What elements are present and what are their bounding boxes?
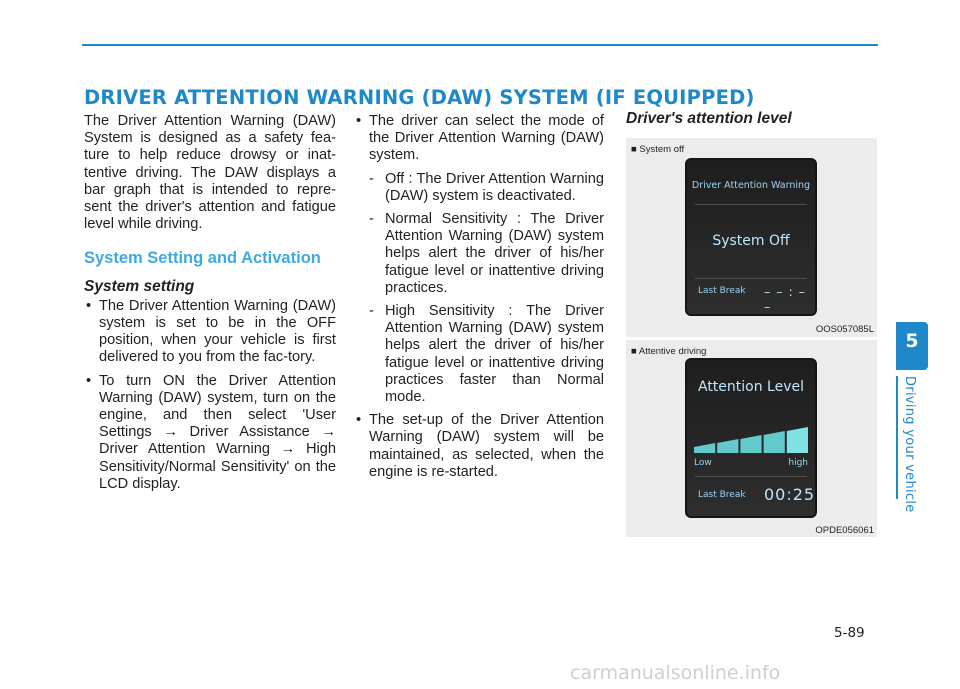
page-number: 5-89	[834, 625, 865, 641]
display-title: Attention Level	[697, 379, 805, 395]
dash-item	[354, 171, 604, 205]
level-segment	[764, 431, 785, 453]
cluster-display	[685, 358, 817, 518]
display-status: System Off	[712, 233, 790, 249]
bullet-icon: •	[86, 297, 92, 314]
chapter-tab	[896, 320, 928, 368]
figure-system-off	[626, 138, 877, 337]
bullet-text: The set-up of the Driver Attention Warning (DAW) system will be maintained, as selected, when the engine is re-started.	[369, 412, 604, 480]
dash-item	[354, 211, 604, 297]
section-heading: DRIVER ATTENTION WARNING (DAW) SYSTEM (IF EQUIPPED)	[84, 86, 755, 109]
bullet-item	[84, 298, 336, 367]
chapter-number: 5	[905, 330, 919, 352]
chapter-label: Driving your vehicle	[902, 376, 917, 513]
display-divider	[695, 476, 807, 477]
last-break-value: 00:25	[764, 485, 816, 504]
column-left	[84, 113, 336, 499]
dash-text: High Sensitivity : The Driver Attention Warning (DAW) system helps alert the driver of his/her fatigue level or inattentive driving practices faster than Normal mode.	[385, 303, 604, 406]
header-rule	[82, 44, 878, 46]
figure-caption: ■ System off	[631, 144, 685, 155]
attention-level-title: Driver's attention level	[626, 110, 792, 127]
bullet-text: The driver can select the mode of the Driver Attention Warning (DAW) system.	[369, 113, 604, 164]
subsection-title: System setting	[84, 277, 195, 295]
last-break-value: – – : – –	[764, 284, 806, 314]
dash-text: Off : The Driver Attention Warning (DAW) system is deactivated.	[385, 170, 604, 204]
figure-caption: ■ Attentive driving	[631, 346, 707, 357]
section-title: System Setting and Activation	[84, 249, 321, 268]
level-low-label: Low	[694, 458, 712, 468]
figure-code: OPDE056061	[815, 525, 874, 536]
bullet-item	[354, 412, 604, 481]
dash-text: Normal Sensitivity : The Driver Attention Warning (DAW) system helps alert the driver of his/her fatigue level or inattentive driving practices.	[385, 211, 604, 296]
dash-icon: -	[369, 211, 374, 228]
bullet-text: To turn ON the Driver Attention Warning (DAW) system, turn on the engine, and then select 'User Settings → Driver Assistance → Driver Attention Warning → High Sensitivity/Normal Sensitivity' on the LCD display.	[99, 372, 336, 492]
chapter-tab-rule	[896, 376, 898, 499]
bullet-text: The Driver Attention Warning (DAW) system is set to be in the OFF position, when your vehicle is first delivered to you from the fac-tory.	[99, 297, 336, 366]
last-break-label: Last Break	[698, 490, 746, 500]
level-segment	[717, 439, 738, 453]
dash-icon: -	[369, 303, 374, 320]
bullet-icon: •	[356, 113, 362, 129]
bullet-item	[354, 113, 604, 165]
bullet-icon: •	[356, 412, 362, 429]
display-header: Driver Attention Warning	[691, 180, 811, 191]
intro-paragraph: The Driver Attention Warning (DAW) System is designed as a safety fea-ture to help reduce drowsy or inat-tentive driving. The DAW displays a bar graph that is intended to repre-sent the driver's attention and fatigue level while driving.	[84, 113, 336, 233]
level-segment	[787, 427, 808, 453]
level-segment	[694, 443, 715, 453]
level-segment	[740, 435, 761, 453]
bullet-item	[84, 373, 336, 493]
figure-code: OOS057085L	[815, 324, 874, 335]
display-divider	[695, 278, 807, 279]
level-high-label: high	[788, 458, 808, 468]
column-middle	[354, 113, 604, 487]
display-divider	[695, 204, 807, 205]
figure-attentive-driving	[626, 340, 877, 537]
dash-icon: -	[369, 170, 374, 187]
bullet-icon: •	[86, 372, 92, 389]
dash-item	[354, 303, 604, 406]
last-break-label: Last Break	[698, 286, 746, 296]
watermark: carmanualsonline.info	[570, 662, 781, 684]
cluster-display	[685, 158, 817, 316]
